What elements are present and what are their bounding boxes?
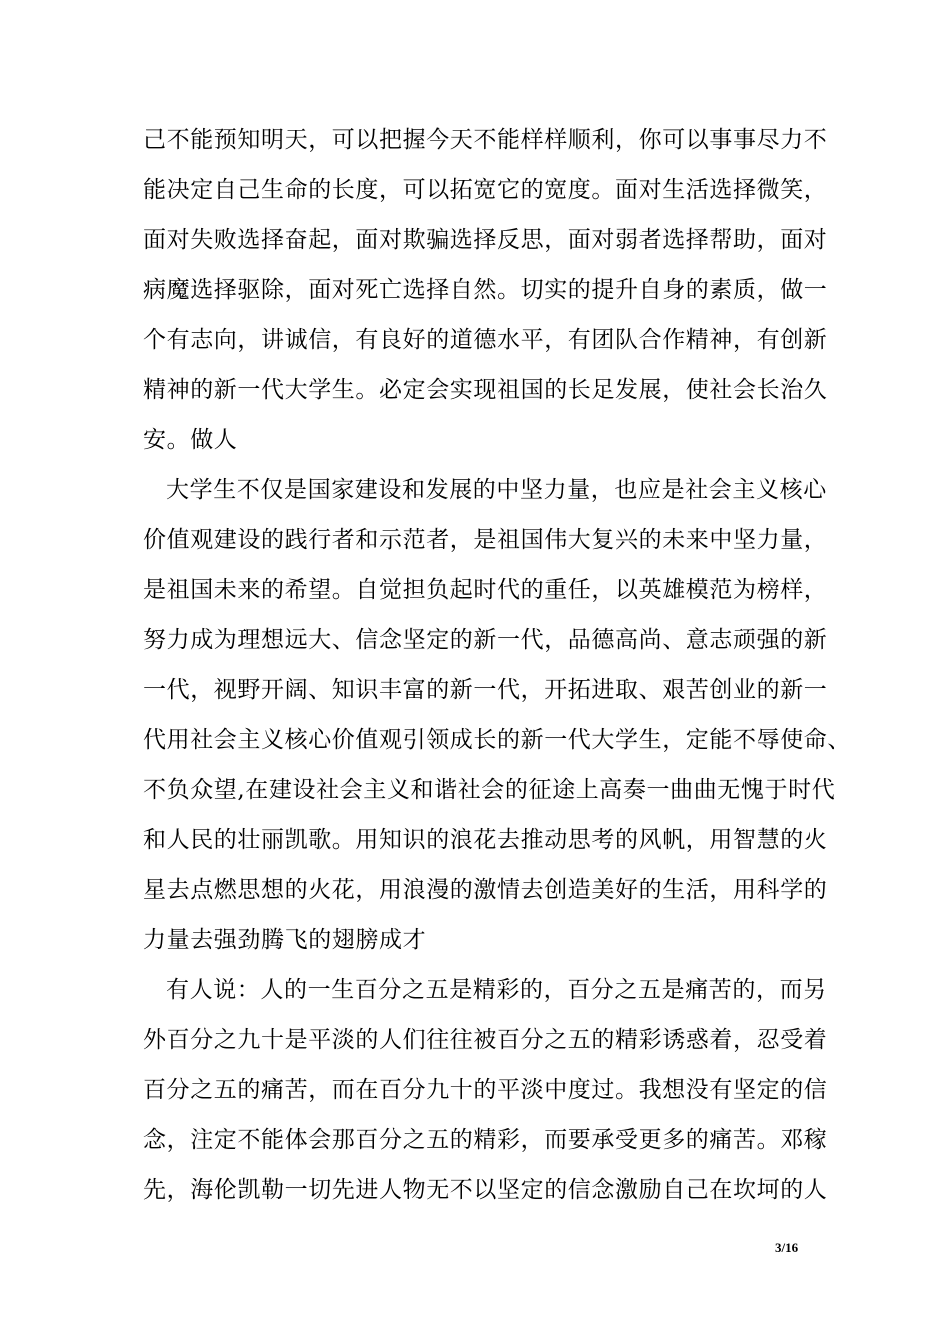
text-line: 力量去强劲腾飞的翅膀成才 — [143, 927, 427, 953]
text-line: 病魔选择驱除，面对死亡选择自然。切实的提升自身的素质，做一 — [143, 277, 828, 303]
text-line: 大学生不仅是国家建设和发展的中坚力量，也应是社会主义核心 — [166, 477, 827, 503]
text-line: 代用社会主义核心价值观引领成长的新一代大学生，定能不辱使命、 — [143, 727, 851, 753]
text-line: 面对失败选择奋起，面对欺骗选择反思，面对弱者选择帮助，面对 — [143, 227, 828, 253]
text-line: 和人民的壮丽凯歌。用知识的浪花去推动思考的风帆，用智慧的火 — [143, 827, 828, 853]
text-line: 是祖国未来的希望。自觉担负起时代的重任，以英雄模范为榜样， — [143, 577, 828, 603]
text-line: 先，海伦凯勒一切先进人物无不以坚定的信念激励自己在坎坷的人 — [143, 1177, 828, 1203]
text-line: 星去点燃思想的火花，用浪漫的激情去创造美好的生活，用科学的 — [143, 877, 828, 903]
text-line: 个有志向，讲诚信，有良好的道德水平，有团队合作精神，有创新 — [143, 327, 828, 353]
text-line: 能决定自己生命的长度，可以拓宽它的宽度。面对生活选择微笑， — [143, 177, 828, 203]
text-line: 不负众望,在建设社会主义和谐社会的征途上高奏一曲曲无愧于时代 — [143, 777, 836, 803]
text-line: 有人说：人的一生百分之五是精彩的，百分之五是痛苦的，而另 — [166, 977, 827, 1003]
text-line: 价值观建设的践行者和示范者，是祖国伟大复兴的未来中坚力量， — [143, 527, 828, 553]
text-line: 一代，视野开阔、知识丰富的新一代，开拓进取、艰苦创业的新一 — [143, 677, 828, 703]
text-line: 己不能预知明天，可以把握今天不能样样顺利，你可以事事尽力不 — [143, 127, 828, 153]
text-line: 努力成为理想远大、信念坚定的新一代，品德高尚、意志顽强的新 — [143, 627, 828, 653]
text-line: 念，注定不能体会那百分之五的精彩，而要承受更多的痛苦。邓稼 — [143, 1127, 828, 1153]
text-line: 外百分之九十是平淡的人们往往被百分之五的精彩诱惑着，忍受着 — [143, 1027, 828, 1053]
text-line: 百分之五的痛苦，而在百分九十的平淡中度过。我想没有坚定的信 — [143, 1077, 828, 1103]
text-line: 安。做人 — [143, 427, 238, 453]
text-line: 精神的新一代大学生。必定会实现祖国的长足发展，使社会长治久 — [143, 377, 828, 403]
page-number: 3/16 — [775, 1240, 799, 1255]
